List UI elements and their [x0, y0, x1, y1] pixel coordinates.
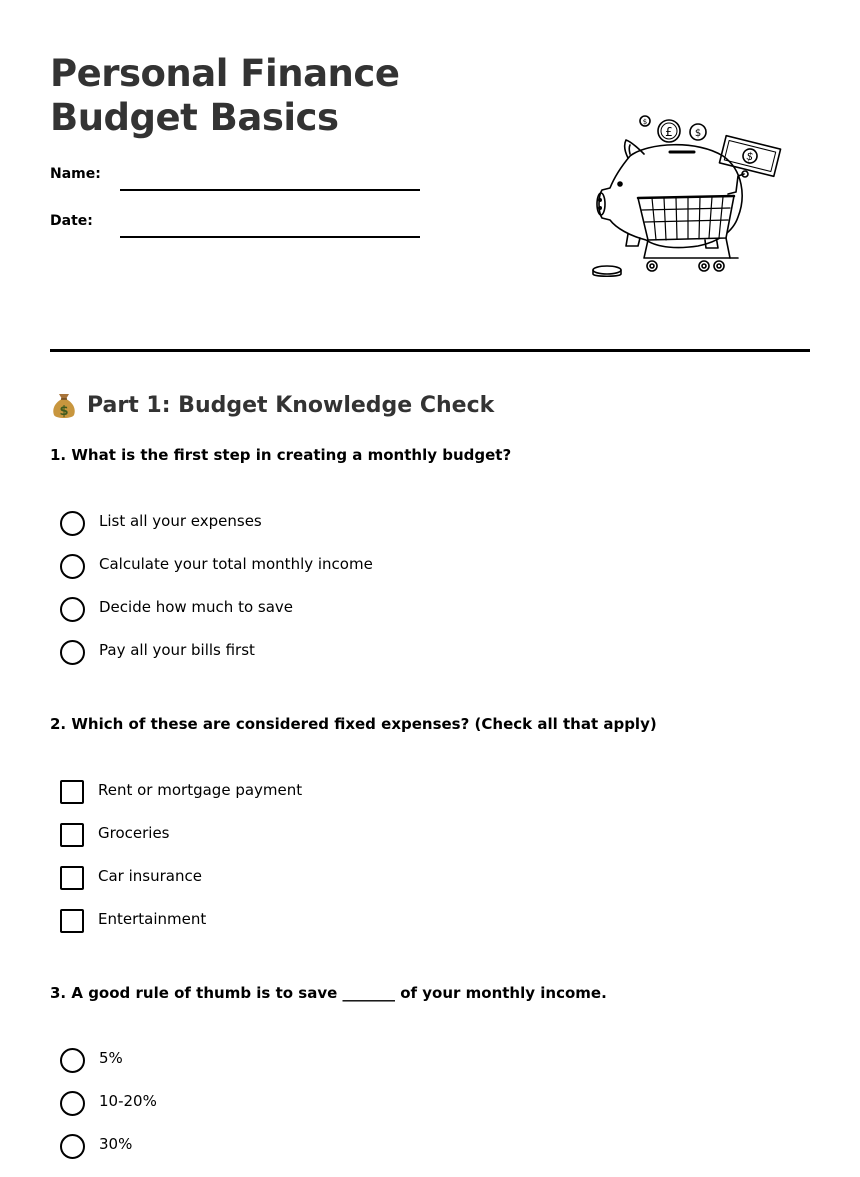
option-label: 30% — [99, 1135, 133, 1153]
date-line[interactable] — [120, 236, 420, 238]
name-line[interactable] — [120, 189, 420, 191]
option-item[interactable] — [60, 640, 373, 683]
part-1-heading — [50, 390, 494, 420]
option-label: List all your expenses — [99, 512, 262, 530]
option-label: Car insurance — [98, 867, 202, 885]
radio-button[interactable] — [60, 554, 85, 579]
radio-button[interactable] — [60, 511, 85, 536]
radio-button[interactable] — [60, 1048, 85, 1073]
section-divider — [50, 349, 810, 352]
option-label: Groceries — [98, 824, 170, 842]
option-item[interactable] — [60, 1091, 157, 1134]
option-item[interactable] — [60, 1134, 157, 1177]
checkbox[interactable] — [60, 866, 84, 890]
option-label: Decide how much to save — [99, 598, 294, 616]
date-label: Date: — [50, 213, 93, 229]
checkbox[interactable] — [60, 780, 84, 804]
question-3: 3. A good rule of thumb is to save _______ of your monthly income. — [50, 984, 607, 1002]
svg-text:$: $ — [59, 404, 69, 419]
radio-button[interactable] — [60, 1134, 85, 1159]
page-title — [50, 52, 399, 140]
svg-text:$: $ — [694, 128, 702, 139]
option-item[interactable] — [60, 1048, 157, 1091]
question-1: 1. What is the first step in creating a monthly budget? — [50, 446, 512, 464]
part-1-title: Part 1: Budget Knowledge Check — [87, 392, 495, 418]
question-2-options — [60, 780, 302, 952]
option-label: Calculate your total monthly income — [99, 555, 373, 573]
option-item[interactable] — [60, 511, 373, 554]
title-line-2: Budget Basics — [50, 96, 339, 139]
svg-text:$: $ — [744, 149, 755, 164]
option-item[interactable] — [60, 823, 302, 866]
option-item[interactable] — [60, 866, 302, 909]
option-item[interactable] — [60, 554, 373, 597]
checkbox[interactable] — [60, 909, 84, 933]
radio-button[interactable] — [60, 1091, 85, 1116]
option-item[interactable] — [60, 780, 302, 823]
svg-text:£: £ — [665, 125, 673, 139]
option-item[interactable] — [60, 597, 373, 640]
option-item[interactable] — [60, 909, 302, 952]
option-label: Entertainment — [98, 910, 207, 928]
option-label: Pay all your bills first — [99, 641, 255, 659]
question-2: 2. Which of these are considered fixed expenses? (Check all that apply) — [50, 715, 657, 733]
radio-button[interactable] — [60, 597, 85, 622]
question-1-options — [60, 511, 373, 683]
option-label: Rent or mortgage payment — [98, 781, 303, 799]
option-label: 10-20% — [99, 1092, 157, 1110]
piggy-bank-cart-illustration — [588, 112, 784, 282]
radio-button[interactable] — [60, 640, 85, 665]
question-3-options — [60, 1048, 157, 1177]
name-label: Name: — [50, 166, 101, 182]
name-field[interactable] — [50, 166, 430, 190]
date-field[interactable] — [50, 213, 430, 237]
option-label: 5% — [99, 1049, 123, 1067]
title-line-1: Personal Finance — [50, 52, 400, 95]
checkbox[interactable] — [60, 823, 84, 847]
money-bag-icon — [50, 390, 78, 420]
svg-text:$: $ — [642, 118, 648, 126]
